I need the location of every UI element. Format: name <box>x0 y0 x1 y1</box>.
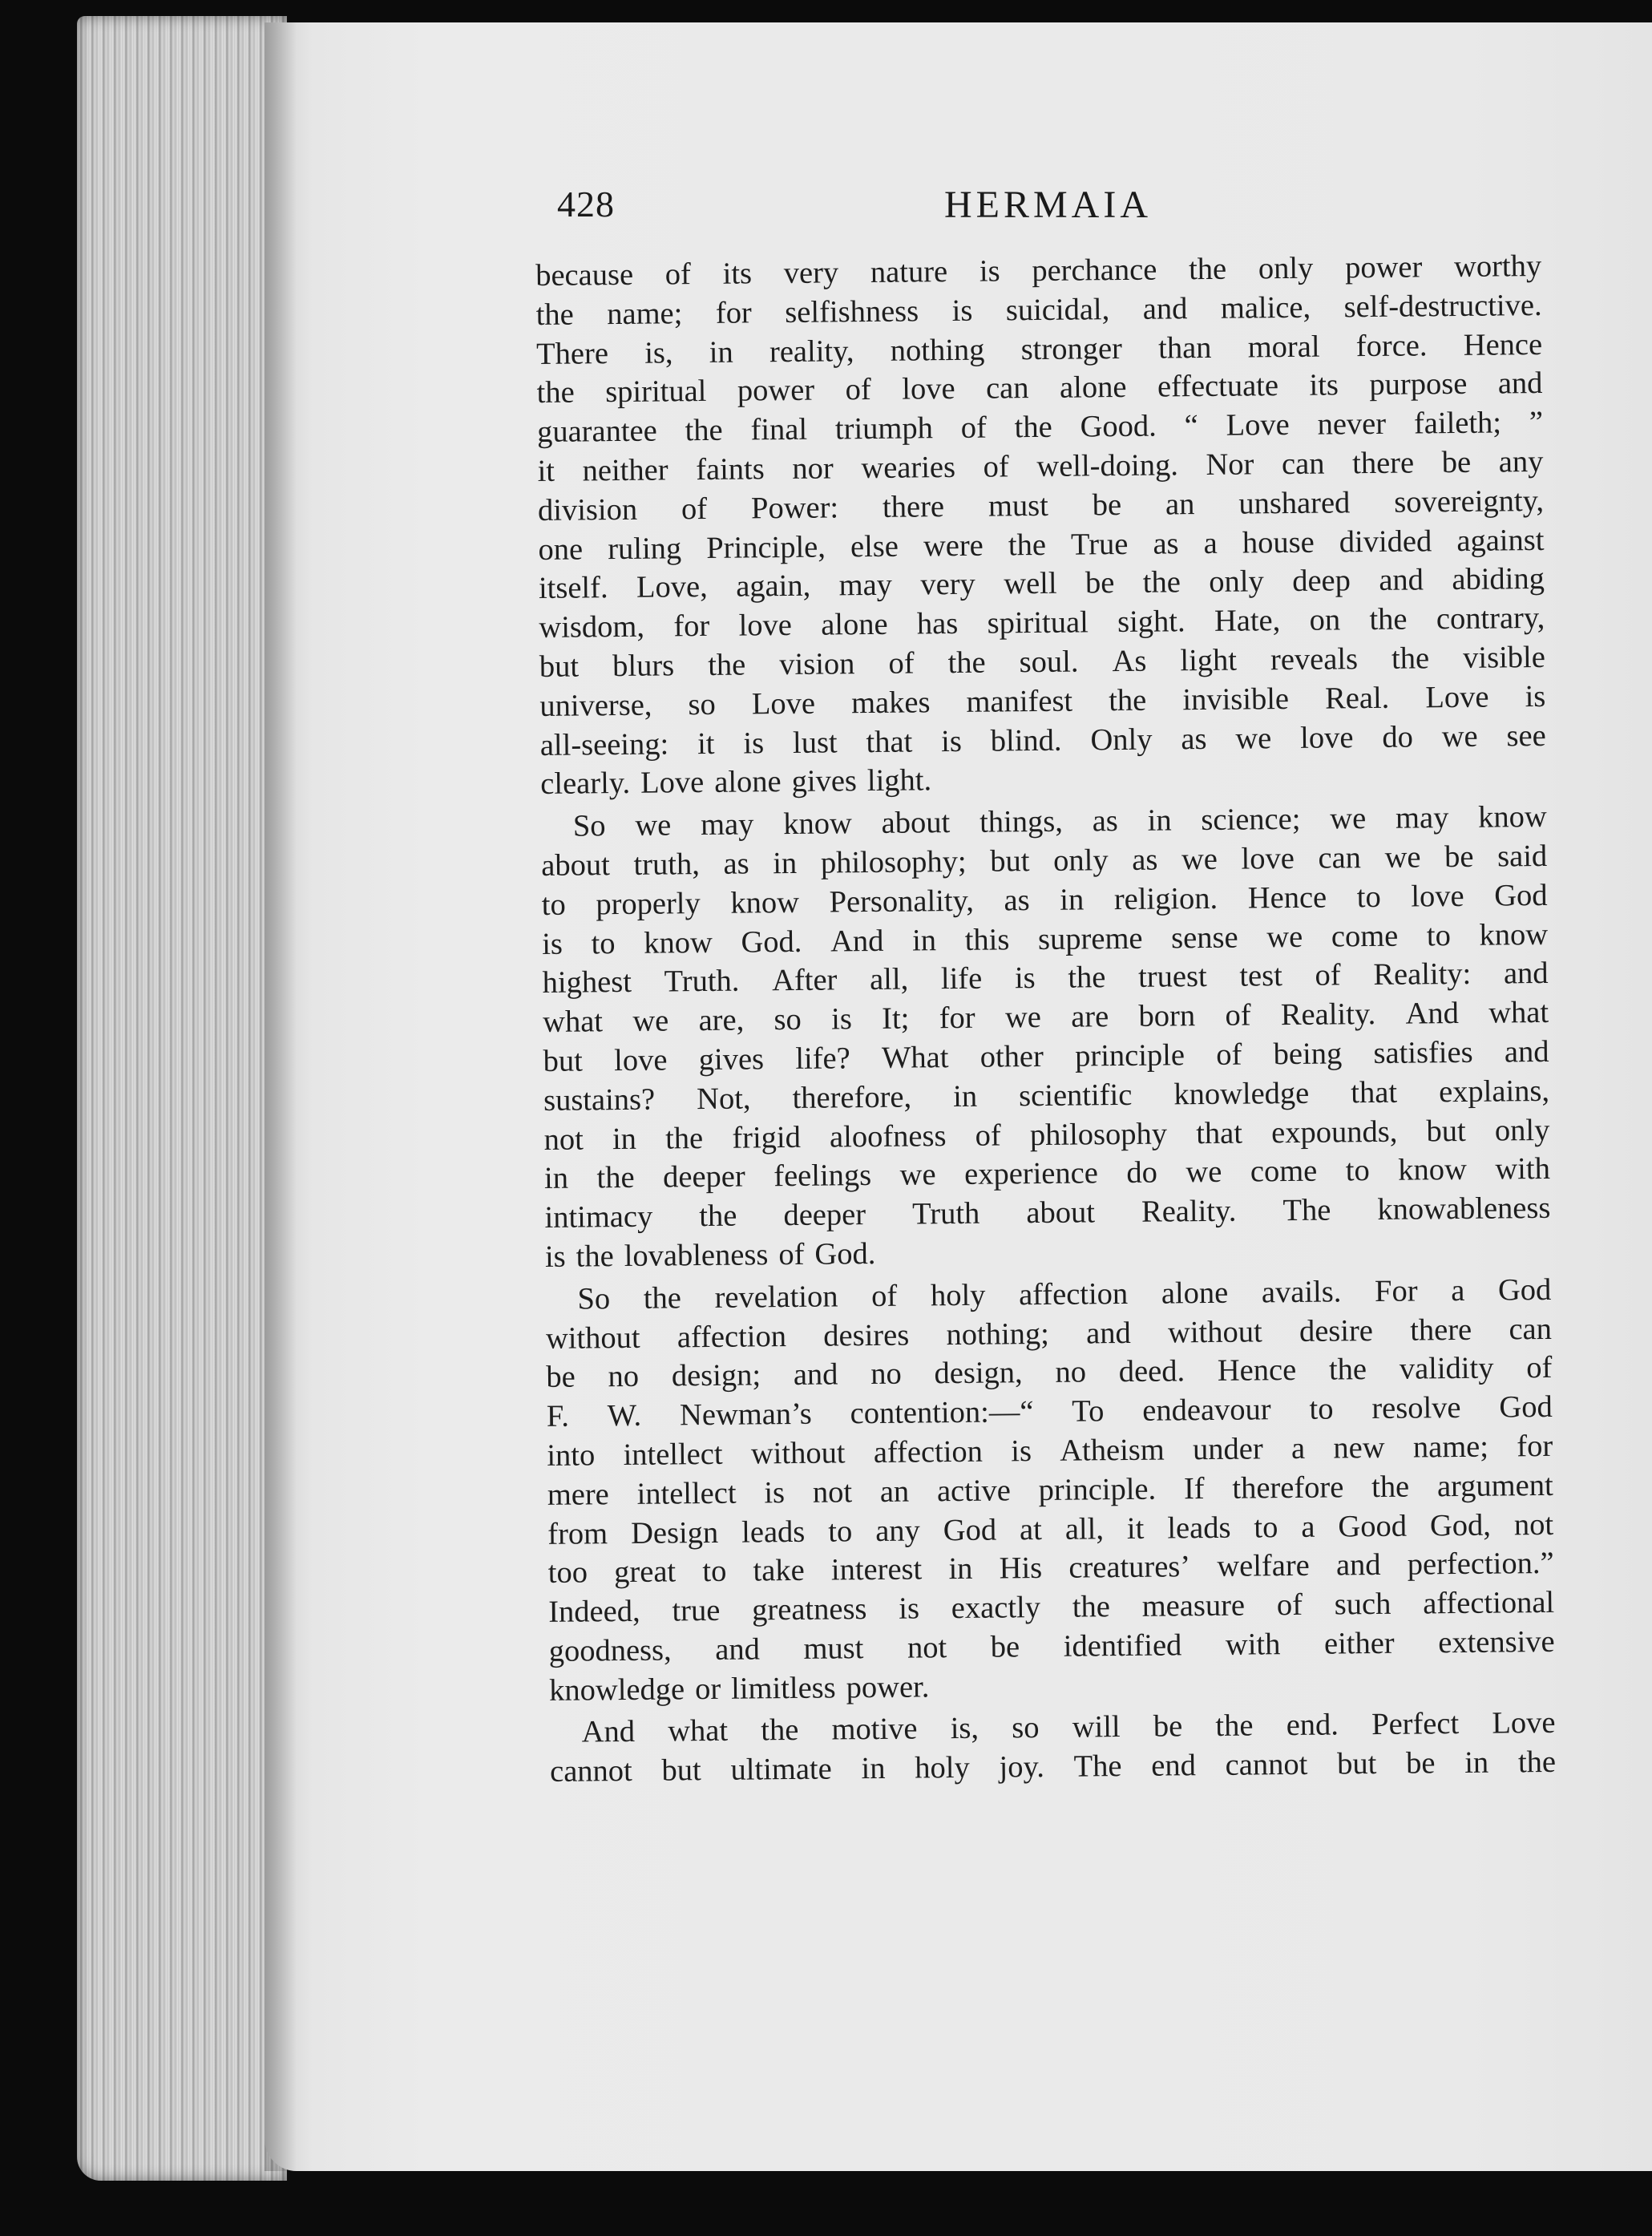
text-line: but blurs the vision of the soul. As light reveals the visible <box>539 640 1546 684</box>
text-line: There is, in reality, nothing stronger than moral force. Hence <box>535 327 1543 371</box>
text-line: goodness, and must not be identified with either extensive <box>548 1624 1555 1668</box>
text-line: about truth, as in philosophy; but only as we love can we be said <box>541 839 1548 883</box>
paragraph <box>541 798 1552 1277</box>
text-line: highest Truth. After all, life is the truest test of Reality: and <box>542 956 1549 1001</box>
text-line: but love gives life? What other principle of being satisfies and <box>543 1034 1549 1078</box>
text-line: be no design; and no design, no deed. Hence the validity of <box>546 1351 1553 1395</box>
text-line: is the lovableness of God. <box>544 1236 876 1274</box>
page-header <box>557 183 1539 239</box>
text-line: division of Power: there must be an unshared sovereignty, <box>537 483 1545 528</box>
text-line: cannot but ultimate in holy joy. The end cannot but be in the <box>549 1745 1557 1789</box>
text-line: all-seeing: it is lust that is blind. Only as we love do we see <box>539 718 1546 762</box>
paragraph <box>535 247 1546 804</box>
gutter-shadow <box>265 22 297 2171</box>
page-number: 428 <box>557 184 615 224</box>
text-line: not in the frigid aloofness of philosophy that expounds, but only <box>543 1113 1550 1157</box>
text-line: F. W. Newman’s contention:—“ To endeavour to resolve God <box>546 1389 1553 1434</box>
text-line: the spiritual power of love can alone effectuate its purpose and <box>536 366 1543 410</box>
paragraph <box>545 1271 1555 1711</box>
text-line: to properly know Personality, as in religion. Hence to love God <box>541 878 1548 922</box>
paragraph <box>549 1704 1556 1792</box>
text-line: is to know God. And in this supreme sense we come to know <box>542 917 1549 961</box>
text-line: guarantee the final triumph of the Good. “ Love never faileth; ” <box>536 406 1544 450</box>
text-line: sustains? Not, therefore, in scientific knowledge that explains, <box>543 1074 1550 1118</box>
text-line: mere intellect is not an active principle. If therefore the argument <box>547 1468 1553 1512</box>
text-line: the name; for selfishness is suicidal, and malice, self-destructive. <box>535 288 1542 332</box>
text-line: So the revelation of holy affection alone avails. For a God <box>577 1272 1552 1316</box>
page-stack-edges <box>77 16 287 2181</box>
text-line: clearly. Love alone gives light. <box>540 763 932 802</box>
text-line: wisdom, for love alone has spiritual sight. Hate, on the contrary, <box>539 601 1545 645</box>
text-line: it neither faints nor wearies of well-doing. Nor can there be any <box>537 444 1544 488</box>
text-line: what we are, so is It; for we are born of Reality. And what <box>542 996 1549 1040</box>
body-text <box>535 247 1556 1792</box>
text-line: into intellect without affection is Atheism under a new name; for <box>547 1429 1553 1473</box>
text-line: because of its very nature is perchance the only power worthy <box>535 249 1542 293</box>
text-line: universe, so Love makes manifest the invisible Real. Love is <box>539 679 1546 723</box>
text-line: without affection desires nothing; and without desire there can <box>545 1312 1553 1356</box>
text-line: intimacy the deeper Truth about Reality. The knowableness <box>544 1191 1551 1235</box>
text-line: in the deeper feelings we experience do we come to know with <box>543 1152 1551 1196</box>
text-line: from Design leads to any God at all, it leads to a Good God, not <box>547 1507 1554 1551</box>
running-head: HERMAIA <box>944 184 1152 226</box>
text-line: So we may know about things, as in science; we may know <box>572 800 1547 843</box>
text-line: itself. Love, again, may very well be the only deep and abiding <box>538 562 1545 606</box>
text-line: one ruling Principle, else were the True as a house divided against <box>538 523 1545 567</box>
text-line: too great to take interest in His creatures’ welfare and perfection.” <box>547 1547 1554 1591</box>
text-line: knowledge or limitless power. <box>548 1670 930 1708</box>
text-line: Indeed, true greatness is exactly the measure of such affectional <box>548 1585 1555 1630</box>
text-line: And what the motive is, so will be the end. Perfect Love <box>581 1706 1556 1750</box>
